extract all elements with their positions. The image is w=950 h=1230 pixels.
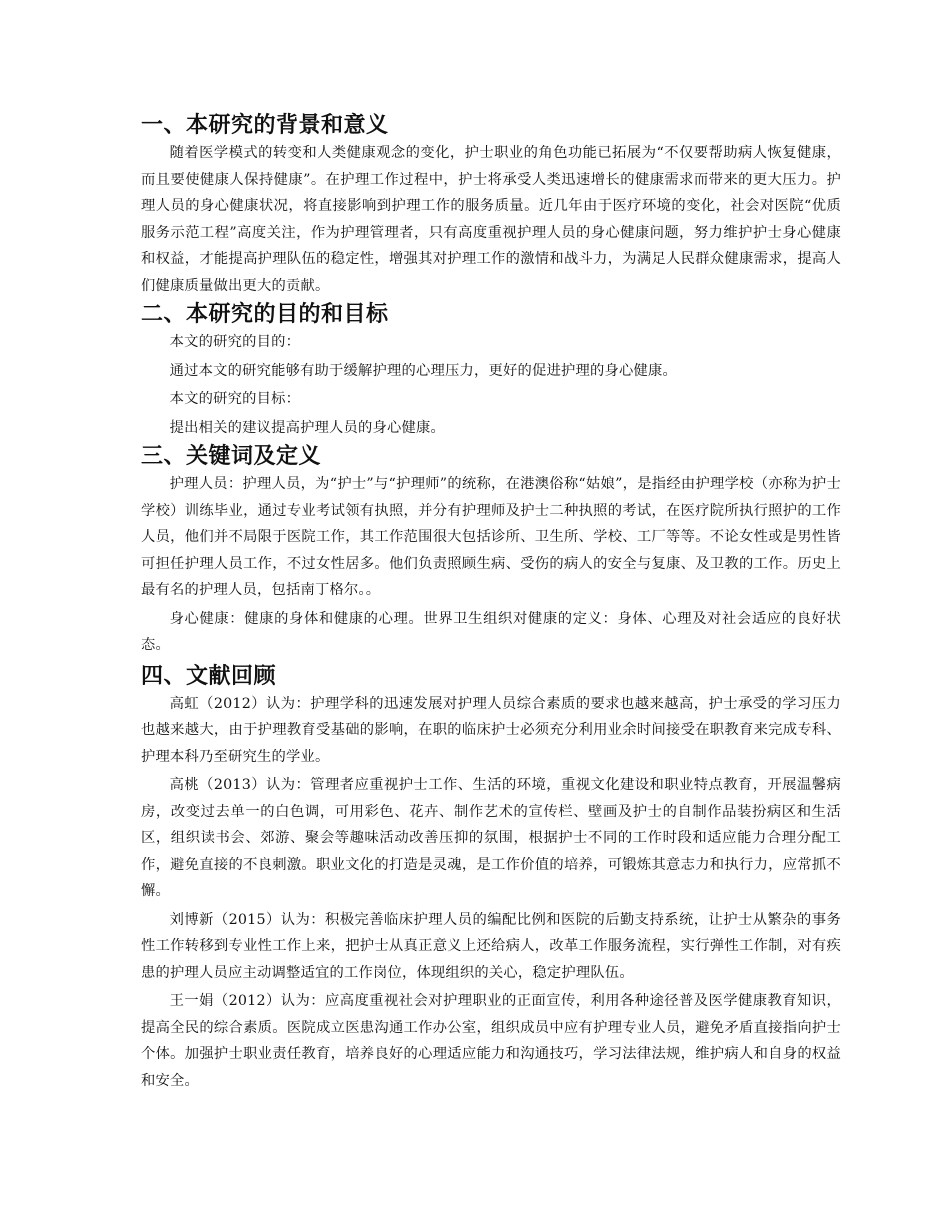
paragraph: 高虹（2012）认为：护理学科的迅速发展对护理人员综合素质的要求也越来越高，护士承受的学习压力也越来越大，由于护理教育受基础的影响，在职的临床护士必须充分利用业余时间接受在职教育来完成专科、护理本科乃至研究生的学业。 <box>141 695 841 765</box>
paragraph: 高桃（2013）认为：管理者应重视护士工作、生活的环境，重视文化建设和职业特点教育，开展温馨病房，改变过去单一的白色调，可用彩色、花卉、制作艺术的宣传栏、壁画及护士的自制作品装扮病区和生活区，组织读书会、郊游、聚会等趣味活动改善压抑的氛围，根据护士不同的工作时段和适应能力合理分配工作，避免直接的不良刺激。职业文化的打造是灵魂，是工作价值的培养，可锻炼其意志力和执行力，应常抓不懈。 <box>141 777 841 899</box>
section-background <box>141 112 841 299</box>
section-heading: 四、文献回顾 <box>141 663 277 689</box>
section-purpose <box>141 301 841 441</box>
paragraph: 通过本文的研究能够有助于缓解护理的心理压力，更好的促进护理的身心健康。 <box>169 362 677 379</box>
paragraph: 本文的研究的目标： <box>169 391 301 407</box>
section-heading: 三、关键词及定义 <box>141 444 322 469</box>
section-heading: 二、本研究的目的和目标 <box>141 302 389 327</box>
paragraph: 本文的研究的目的： <box>169 334 301 350</box>
paragraph: 身心健康：健康的身体和健康的心理。世界卫生组织对健康的定义：身体、心理及对社会适应的良好状态。 <box>141 610 841 653</box>
paragraph: 随着医学模式的转变和人类健康观念的变化，护士职业的角色功能已拓展为“不仅要帮助病人恢复健康，而且要使健康人保持健康”。在护理工作过程中，护士将承受人类迅速增长的健康需求而带来的更大压力。护理人员的身心健康状况，将直接影响到护理工作的服务质量。近几年由于医疗环境的变化，社会对医院“优质服务示范工程”高度关注，作为护理管理者，只有高度重视护理人员的身心健康问题，努力维护护士身心健康和权益，才能提高护理队伍的稳定性，增强其对护理工作的激情和战斗力，为满足人民群众健康需求，提高人们健康质量做出更大的贡献。 <box>141 145 841 294</box>
paragraph: 刘博新（2015）认为：积极完善临床护理人员的编配比例和医院的后勤支持系统，让护士从繁杂的事务性工作转移到专业性工作上来，把护士从真正意义上还给病人，改革工作服务流程，实行弹性工作制，对有疾患的护理人员应主动调整适宜的工作岗位，体现组织的关心，稳定护理队伍。 <box>141 911 841 981</box>
paragraph: 王一娟（2012）认为：应高度重视社会对护理职业的正面宣传，利用各种途径普及医学健康教育知识，提高全民的综合素质。医院成立医患沟通工作办公室，组织成员中应有护理专业人员，避免矛盾直接指向护士个体。加强护士职业责任教育，培养良好的心理适应能力和沟通技巧，学习法律法规，维护病人和自身的权益和安全。 <box>141 993 841 1089</box>
document-body <box>141 112 841 1094</box>
section-keywords <box>141 443 841 659</box>
paragraph: 提出相关的建议提高护理人员的身心健康。 <box>169 419 446 436</box>
section-literature-review <box>141 663 841 1095</box>
paragraph: 护理人员：护理人员，为“护士”与“护理师”的统称，在港澳俗称“姑娘”，是指经由护理学校（亦称为护士学校）训练毕业，通过专业考试领有执照，并分有护理师及护士二种执照的考试，在医疗院所执行照护的工作人员，他们并不局限于医院工作，其工作范围很大包括诊所、卫生所、学校、工厂等等。不论女性或是男性皆可担任护理人员工作，不过女性居多。他们负责照顾生病、受伤的病人的安全与复康、及卫教的工作。历史上最有名的护理人员，包括南丁格尔。。 <box>141 476 841 598</box>
section-heading: 一、本研究的背景和意义 <box>141 113 389 138</box>
